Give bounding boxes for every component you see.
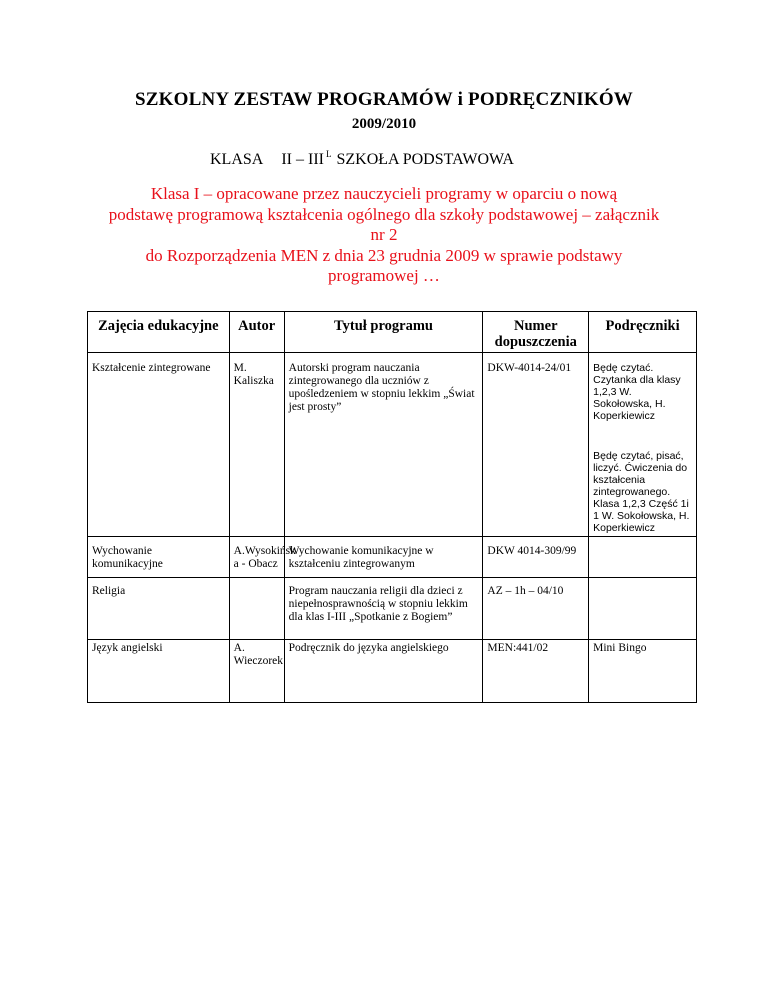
cell-podreczniki: Mini Bingo <box>589 640 697 703</box>
cell-zajecia: Kształcenie zintegrowane <box>88 353 230 537</box>
cell-tytul: Program nauczania religii dla dzieci z niepełnosprawnością w stopniu lekkim dla klas I-III „Spotkanie z Bogiem” <box>284 578 483 640</box>
notice-paragraph <box>60 184 708 287</box>
cell-podreczniki <box>589 353 697 537</box>
cell-tytul: Podręcznik do języka angielskiego <box>284 640 483 703</box>
cell-autor <box>229 578 284 640</box>
table-header-row <box>88 312 697 353</box>
klasa-label: KLASA <box>210 151 264 168</box>
textbook-entry: Będę czytać. Czytanka dla klasy 1,2,3 W. Sokołowska, H. Koperkiewicz <box>593 362 681 422</box>
cell-zajecia: Religia <box>88 578 230 640</box>
table-row <box>88 640 697 703</box>
header-tytul: Tytuł programu <box>284 312 483 353</box>
school-year: 2009/2010 <box>351 116 417 132</box>
header-zajecia: Zajęcia edukacyjne <box>88 312 230 353</box>
table-row <box>88 578 697 640</box>
cell-tytul: Wychowanie komunikacyjne w kształceniu zintegrowanym <box>284 537 483 578</box>
school-type: SZKOŁA PODSTAWOWA <box>336 151 514 168</box>
cell-numer: DKW-4014-24/01 <box>483 353 589 537</box>
notice-line: nr 2 <box>370 225 398 244</box>
cell-autor: A. Wieczorek <box>229 640 284 703</box>
cell-zajecia: Wychowanie komunikacyjne <box>88 537 230 578</box>
notice-line: do Rozporządzenia MEN z dnia 23 grudnia 2009 w sprawie podstawy <box>145 245 623 265</box>
cell-numer: AZ – 1h – 04/10 <box>483 578 589 640</box>
header-autor: Autor <box>229 312 284 353</box>
textbook-entry: Będę czytać, pisać, liczyć. Ćwiczenia do kształcenia zintegrowanego. Klasa 1,2,3 Część 1i 1 W. Sokołowska, H. Koperkiewicz <box>593 450 690 534</box>
cell-numer: DKW 4014-309/99 <box>483 537 589 578</box>
header-numer: Numer dopuszczenia <box>483 312 589 353</box>
table-row <box>88 537 697 578</box>
header-podreczniki: Podręczniki <box>589 312 697 353</box>
cell-podreczniki <box>589 537 697 578</box>
notice-line: podstawę programową kształcenia ogólnego dla szkoły podstawowej – załącznik <box>108 204 660 224</box>
cell-autor: A.Wysokińsk a - Obacz <box>229 537 284 578</box>
table-row <box>88 353 697 537</box>
program-table <box>87 311 697 703</box>
cell-numer: MEN:441/02 <box>483 640 589 703</box>
cell-podreczniki <box>589 578 697 640</box>
notice-line: Klasa I – opracowane przez nauczycieli programy w oparciu o nową <box>150 184 618 203</box>
klasa-superscript: L <box>325 149 332 159</box>
notice-line: programowej … <box>328 266 440 285</box>
class-line <box>210 149 514 169</box>
cell-zajecia: Język angielski <box>88 640 230 703</box>
document-title: SZKOLNY ZESTAW PROGRAMÓW i PODRĘCZNIKÓW <box>135 89 633 110</box>
cell-tytul: Autorski program nauczania zintegrowanego dla uczniów z upośledzeniem w stopniu lekkim „Świat jest prosty” <box>284 353 483 537</box>
cell-autor: M. Kaliszka <box>229 353 284 537</box>
klasa-range: II – III <box>281 151 324 168</box>
